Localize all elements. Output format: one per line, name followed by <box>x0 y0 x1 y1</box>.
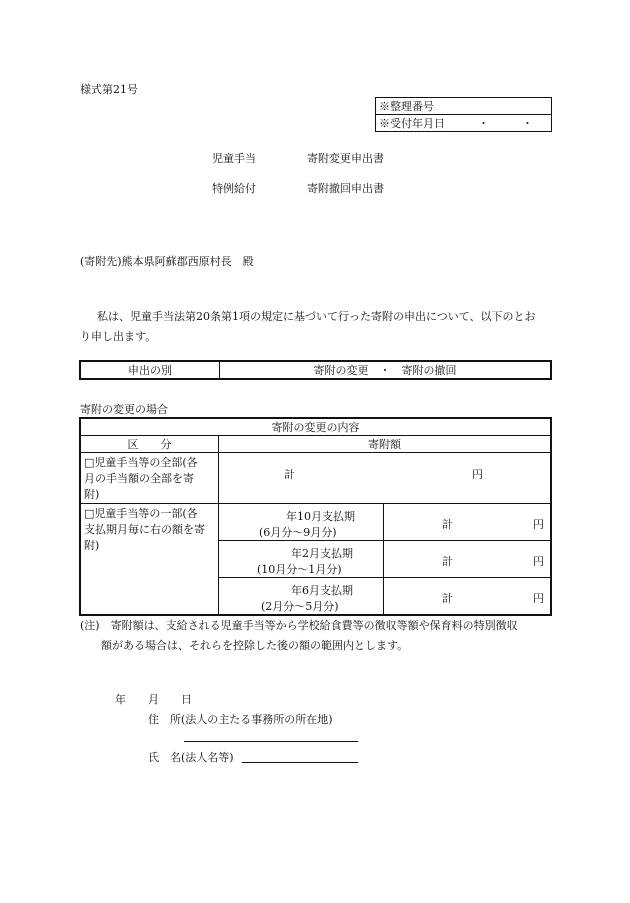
body-text-line1: 私は、児童手当法第20条第1項の規定に基づいて行った寄附の申出について、以下のとお <box>97 310 536 323</box>
period-jun-amount[interactable]: 計 円 <box>384 578 552 616</box>
col-category-header: 区 分 <box>80 436 219 453</box>
row-full-yen: 円 <box>472 468 483 481</box>
address-label: 住 所(法人の主たる事務所の所在地) <box>148 713 333 726</box>
reception-box <box>375 97 552 132</box>
body-text-line2: り申し出ます。 <box>80 330 157 343</box>
title-right-1: 寄附変更申出書 <box>307 152 384 165</box>
reception-number-cell[interactable]: ※整理番号 <box>376 98 552 115</box>
date-label[interactable]: 年 月 日 <box>115 693 192 706</box>
row-full-kei: 計 <box>284 468 295 481</box>
note-line2: 額がある場合は、それらを控除した後の額の範囲内とします。 <box>101 639 409 652</box>
title-left-1: 児童手当 <box>212 152 256 165</box>
row-partial-label[interactable]: □児童手当等の一部(各 支払期月毎に右の額を寄 附) <box>80 504 219 616</box>
change-section-title: 寄附の変更の場合 <box>80 403 168 416</box>
row-full-label[interactable]: □児童手当等の全部(各 月の手当額の全部を寄 附) <box>80 453 219 504</box>
period-feb: 年2月支払期 (10月分～1月分) <box>219 541 384 578</box>
name-line[interactable] <box>242 762 358 763</box>
period-oct: 年10月支払期 (6月分～9月分) <box>219 504 384 541</box>
name-label: 氏 名(法人名等) <box>148 751 234 764</box>
reception-date-cell[interactable]: ※受付年月日 ・ ・ <box>376 115 552 132</box>
addressee: (寄附先)熊本県阿蘇郡西原村長 殿 <box>80 255 254 268</box>
period-oct-amount[interactable]: 計 円 <box>384 504 552 541</box>
request-type-table <box>79 360 552 380</box>
period-feb-amount[interactable]: 計 円 <box>384 541 552 578</box>
period-jun: 年6月支払期 (2月分～5月分) <box>219 578 384 616</box>
form-number: 様式第21号 <box>80 83 138 96</box>
col-amount-header: 寄附額 <box>219 436 552 453</box>
request-type-label: 申出の別 <box>80 361 220 379</box>
request-type-value[interactable]: 寄附の変更 ・ 寄附の撤回 <box>220 361 552 379</box>
change-table-header: 寄附の変更の内容 <box>80 418 551 436</box>
address-line[interactable] <box>184 741 358 742</box>
row-full-amount[interactable] <box>219 453 552 504</box>
change-table <box>79 417 552 616</box>
title-left-2: 特例給付 <box>212 182 256 195</box>
note-line1: (注) 寄附額は、支給される児童手当等から学校給食費等の徴収等額や保育料の特別徴収 <box>80 619 518 632</box>
title-right-2: 寄附撤回申出書 <box>307 182 384 195</box>
